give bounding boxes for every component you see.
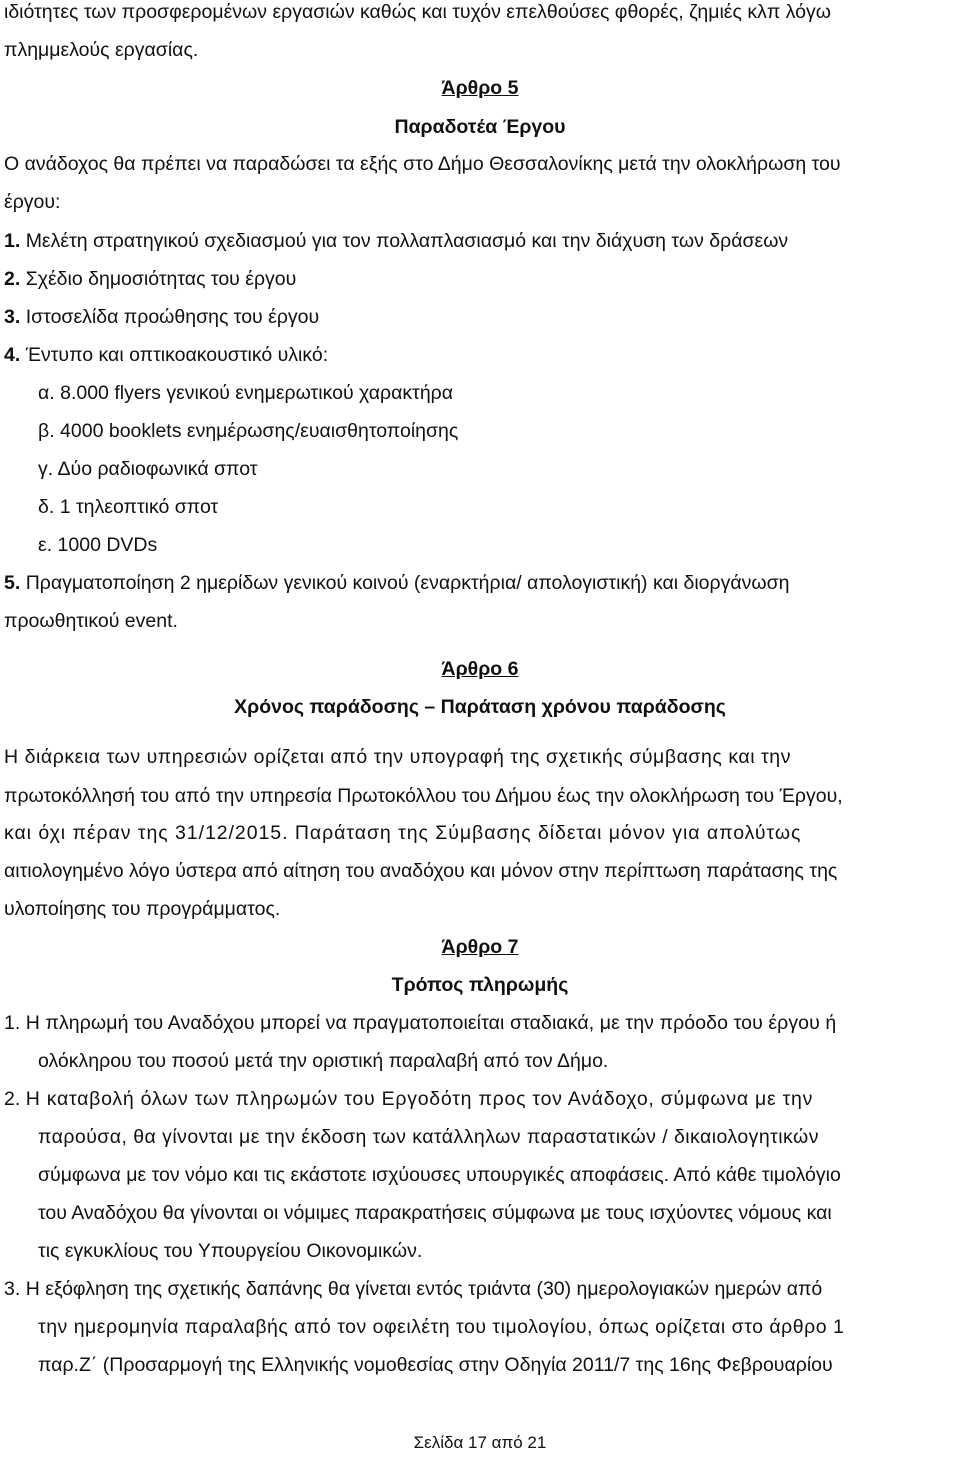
sub-list-item: ε. 1000 DVDs [38, 534, 158, 556]
text: την ημερομηνία παραλαβής από τον οφειλέτη του τιμολογίου, όπως ορίζεται στο άρθρο 1 [38, 1316, 845, 1338]
list-number: 3. [4, 306, 21, 328]
page-number: Σελίδα 17 από 21 [413, 1433, 547, 1452]
list-text: Η πληρωμή του Αναδόχου μπορεί να πραγματοποιείται σταδιακά, με την πρόοδο του έργου ή [25, 1012, 837, 1034]
paragraph-continuation: σύμφωνα με τον νόμο και τις εκάστοτε ισχύουσες υπουργικές αποφάσεις. Από κάθε τιμολόγιο [38, 1164, 841, 1186]
sub-list-item: δ. 1 τηλεοπτικό σποτ [38, 496, 219, 518]
paragraph-line: πρωτοκόλλησή του από την υπηρεσία Πρωτοκόλλου του Δήμου έως την ολοκλήρωση του Έργου, [4, 785, 843, 807]
intro-line-2: πλημμελούς εργασίας. [4, 39, 199, 61]
list-number: 4. [4, 344, 21, 366]
list-number: 2. [4, 1088, 21, 1110]
text: και όχι πέραν της 31/12/2015. Παράταση της Σύμβασης δίδεται μόνον για απολύτως [4, 822, 802, 844]
paragraph-line [4, 745, 956, 769]
list-text: Ιστοσελίδα προώθησης του έργου [25, 306, 320, 328]
paragraph-continuation: τις εγκυκλίους του Υπουργείου Οικονομικών. [38, 1240, 423, 1262]
paragraph-continuation [38, 1125, 819, 1149]
list-number: 5. [4, 572, 21, 594]
article-7-title: Τρόπος πληρωμής [391, 974, 569, 996]
paragraph-continuation: του Αναδόχου θα γίνονται οι νόμιμες παρακρατήσεις σύμφωνα με τους ισχύοντες νόμους και [38, 1202, 832, 1224]
list-item-continuation: προωθητικού event. [4, 610, 178, 632]
list-item [4, 229, 788, 253]
article-5-intro-line-1: Ο ανάδοχος θα πρέπει να παραδώσει τα εξής στο Δήμο Θεσσαλονίκης μετά την ολοκλήρωση του [4, 153, 841, 175]
sub-list-item: γ. Δύο ραδιοφωνικά σποτ [38, 458, 258, 480]
intro-line-1 [4, 0, 956, 24]
article-5-heading: Άρθρο 5 [441, 77, 519, 99]
text: Η διάρκεια των υπηρεσιών ορίζεται από την υπογραφή της σχετικής σύμβασης και την [4, 746, 791, 768]
list-number: 3. [4, 1278, 21, 1300]
list-item [4, 571, 789, 595]
article-6-title: Χρόνος παράδοσης – Παράταση χρόνου παράδοσης [234, 696, 726, 718]
list-item [4, 267, 296, 291]
article-6-heading: Άρθρο 6 [441, 658, 519, 680]
list-text: Μελέτη στρατηγικού σχεδιασμού για τον πολλαπλασιασμό και την διάχυση των δράσεων [25, 230, 789, 252]
paragraph-line [4, 821, 801, 845]
list-number: 2. [4, 268, 21, 290]
article-7-heading: Άρθρο 7 [441, 936, 519, 958]
numbered-paragraph [4, 1011, 836, 1035]
list-text: Η καταβολή όλων των πληρωμών του Εργοδότη προς τον Ανάδοχο, σύμφωνα με την [25, 1088, 814, 1110]
paragraph-continuation: παρ.Ζ΄ (Προσαρμογή της Ελληνικής νομοθεσίας στην Οδηγία 2011/7 της 16ης Φεβρουαρίου [38, 1354, 833, 1376]
list-text: Έντυπο και οπτικοακουστικό υλικό: [25, 344, 329, 366]
paragraph-continuation: ολόκληρου του ποσού μετά την οριστική παραλαβή από τον Δήμο. [38, 1050, 609, 1072]
text: ιδιότητες των προσφερομένων εργασιών καθώς και τυχόν επελθούσες φθορές, ζημιές κλπ λόγω [4, 1, 831, 23]
paragraph-line: αιτιολογημένο λόγο ύστερα από αίτηση του αναδόχου και μόνον στην περίπτωση παράτασης της [4, 860, 838, 882]
list-text: Σχέδιο δημοσιότητας του έργου [25, 268, 297, 290]
list-number: 1. [4, 1012, 21, 1034]
sub-list-item: α. 8.000 flyers γενικού ενημερωτικού χαρακτήρα [38, 382, 454, 404]
list-number: 1. [4, 230, 21, 252]
paragraph-line: υλοποίησης του προγράμματος. [4, 898, 281, 920]
numbered-paragraph [4, 1087, 813, 1111]
article-5-intro-line-2: έργου: [4, 191, 61, 213]
list-text: Πραγματοποίηση 2 ημερίδων γενικού κοινού (εναρκτήρια/ απολογιστική) και διοργάνωση [25, 572, 790, 594]
text: παρούσα, θα γίνονται με την έκδοση των κατάλληλων παραστατικών / δικαιολογητικών [38, 1126, 819, 1148]
list-item [4, 305, 319, 329]
list-item [4, 343, 328, 367]
paragraph-continuation [38, 1315, 844, 1339]
numbered-paragraph [4, 1277, 822, 1301]
sub-list-item: β. 4000 booklets ενημέρωσης/ευαισθητοποίησης [38, 420, 459, 442]
article-5-title: Παραδοτέα Έργου [394, 116, 566, 138]
list-text: Η εξόφληση της σχετικής δαπάνης θα γίνεται εντός τριάντα (30) ημερολογιακών ημερών από [25, 1278, 823, 1300]
